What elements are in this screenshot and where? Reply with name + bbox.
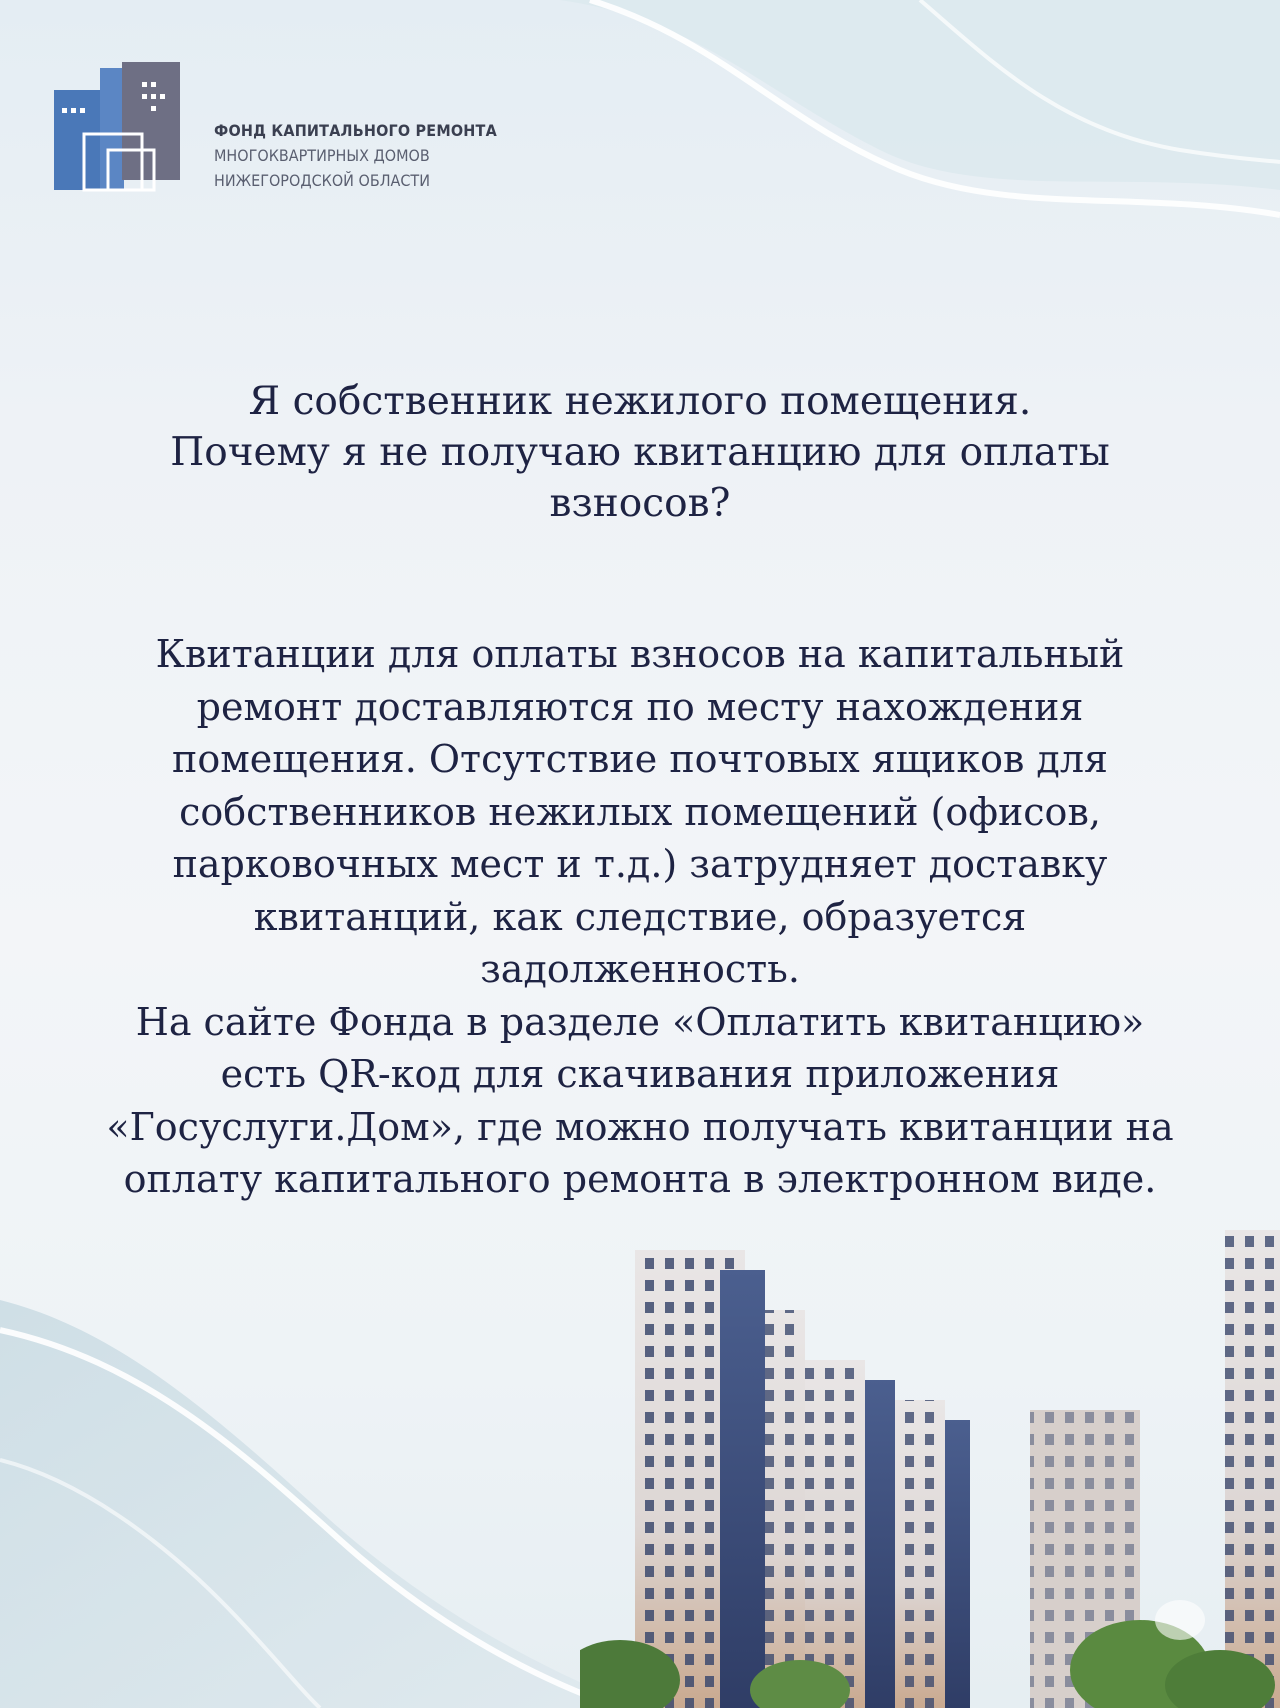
answer-line: собственников нежилых помещений (офисов,: [179, 789, 1101, 834]
logo-line-2: МНОГОКВАРТИРНЫХ ДОМОВ: [214, 146, 430, 165]
answer-line: На сайте Фонда в разделе «Оплатить квитанцию»: [135, 999, 1145, 1044]
answer-line: парковочных мест и т.д.) затрудняет доставку: [172, 842, 1108, 886]
logo-line-3: НИЖЕГОРОДСКОЙ ОБЛАСТИ: [214, 171, 430, 190]
apartment-buildings-image: [580, 1230, 1280, 1708]
answer-line: помещения. Отсутствие почтовых ящиков для: [172, 737, 1108, 781]
logo-text: [214, 118, 497, 193]
heading-line: взносов?: [549, 481, 731, 526]
answer-line: «Госуслуги.Дом», где можно получать квитанции на: [106, 1104, 1174, 1149]
logo-line-1: ФОНД КАПИТАЛЬНОГО РЕМОНТА: [214, 121, 497, 140]
answer-line: есть QR-код для скачивания приложения: [220, 1052, 1060, 1096]
answer-text: [60, 628, 1220, 1206]
heading-line: Я собственник нежилого помещения.: [248, 379, 1032, 424]
answer-line: оплату капитального ремонта в электронном виде.: [123, 1157, 1157, 1201]
fund-logo: [54, 62, 497, 202]
answer-line: Квитанции для оплаты взносов на капитальный: [155, 632, 1125, 676]
answer-line: ремонт доставляются по месту нахождения: [196, 684, 1084, 729]
building-logo-icon: [54, 62, 184, 194]
answer-line: задолженность.: [480, 947, 800, 991]
answer-line: квитанций, как следствие, образуется: [253, 894, 1027, 939]
question-heading: [90, 376, 1190, 529]
heading-line: Почему я не получаю квитанцию для оплаты: [170, 430, 1110, 475]
